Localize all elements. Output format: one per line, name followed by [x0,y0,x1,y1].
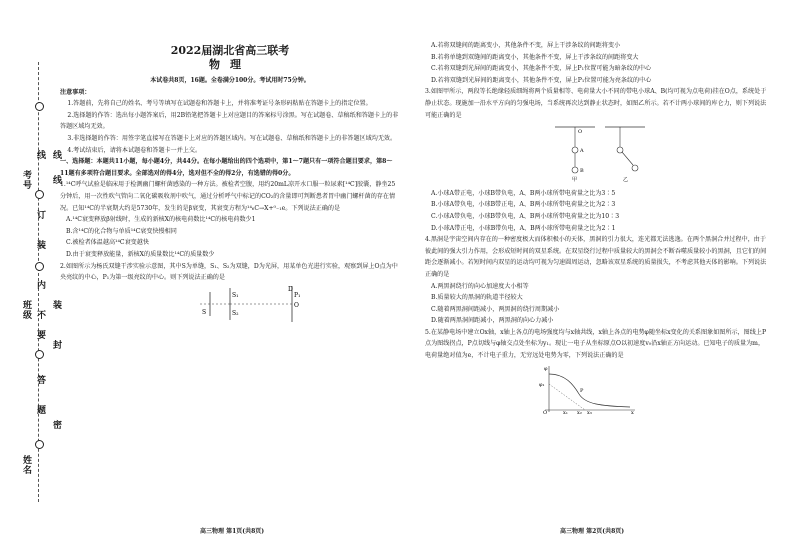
seal-char: 装 [35,240,45,249]
seal-char: 线 [51,150,61,159]
fig-label: x₂ [577,409,582,414]
hanging-balls-figure [425,121,770,183]
question-4-option: B.质量较大的黑洞的轨道半径较大 [431,294,523,302]
banji-label: 班级 [21,300,31,320]
question-2-option: A.若将双缝间的距离变小，其他条件不变，屏上干涉条纹的间距将变小 [431,42,621,49]
fig-label: 甲 [572,177,578,184]
fig-label: S [202,308,207,316]
question-1-option: B.含¹⁴C的化合物与单质¹⁴C衰变快慢相同 [66,227,177,235]
fig-label: φ₁ [539,381,545,388]
question-2-option: C.若将双缝到光屏间的距离变小，其他条件不变，屏上P₁位置可能为暗条纹的中心 [431,65,652,73]
question-4-option: D.随着两黑洞间距减小，两黑洞的向心力减小 [431,317,554,325]
binding-hole [35,350,44,359]
fig-label: S₂ [232,309,239,317]
binding-hole [35,190,44,199]
note-item: 4.考试结束后，请将本试题卷和答题卡一并上交。 [67,146,202,154]
question-5-stem: 5.在某静电场中建立Ox轴，x轴上各点的电场强度均与x轴共线，x轴上各点的电势φ随坐标x变化的关系图象如图所示，图线上P点为图线拐点，P点切线与φ轴交点处坐标为y₁。现让一电子从坐标原点O以初速度v₀沿x轴正方向运动。已知电子的质量为m，电荷量绝对值为e，不计电子重力，无穷远处电势为零，下列说法正确的是 [425,328,767,360]
fig-label: O [578,129,583,136]
exam-title: 2022届湖北省高三联考 [170,44,290,57]
question-1-stem: 1.¹⁴C呼气试验是临床用于检测幽门螺杆菌感染的一种方法。被检者空腹，用约20mL凉开水口服一粒尿素[¹⁴C]胶囊，静坐25分钟后，用一次性吹气管向二氧化碳吸收剂中吹气，通过分析呼气中标记的CO₂的含量即可判断患者胃中幽门螺杆菌的存在情况。已知¹⁴C的半衰期大约是5730年，发生的是β衰变，其衰变方程为¹⁴₆C→X+⁰₋₁e。下列说法正确的是 [60,181,396,212]
binding-hole [35,262,44,271]
question-3-option: A.小球A带正电，小球B带负电，A、B两小球所带电荷量之比为3∶5 [431,189,616,197]
exam-subject: 物理 [209,58,251,71]
potential-graph-figure [425,362,770,414]
question-1-option: D.由于衰变释放能量，新核X的质量数比¹⁴C的质量数少 [66,250,215,258]
fig-label: 乙 [623,177,629,184]
fig-label: O [543,409,548,414]
seal-char: 要 [35,330,45,339]
xingming-label: 姓名 [21,455,31,475]
seal-char: 答 [35,375,45,384]
question-3-stem: 3.如图甲所示，两段等长绝缘轻质细绳将两个质量相等、电荷量大小不同的带电小球A、B(均可视为点电荷)挂在O点，系统处于静止状态。现施加一沿水平方向的匀强电场，当系统再次达到静止状态时，如图乙所示。若不计两小球间的库仑力，则下列说法可能正确的是 [425,88,767,119]
question-4-stem: 4.黑洞是宇宙空间内存在的一种密度极大而体积极小的天体，黑洞的引力很大，连光都无法逃逸。在两个黑洞合并过程中，由于彼此间的强大引力作用，会形成短时间的双星系统。在双星绕行过程中质量较大的黑洞会不断吞噬质量较小的黑洞，且它们的间距会逐渐减小。若短时间内双星的运动均可视为匀速圆周运动，忽略该双星系统的质量损失，不考虑其他天体的影响。下列说法正确的是 [425,236,767,278]
question-4-option: C.随着两黑洞间距减小，两黑洞的绕行周期减小 [431,305,560,313]
fig-label: D [288,285,293,293]
fig-label: φ [544,365,548,372]
exam-intro: 本试卷共8页，16题。全卷满分100分。考试用时75分钟。 [150,77,310,84]
note-item: 1.答题前，先将自己的姓名、考号等填写在试题卷和答题卡上，并将准考证号条形码粘贴在答题卡上的指定位置。 [67,100,372,108]
seal-char: 线 [51,175,61,184]
fig-label: A [580,148,584,155]
fig-label: x [631,409,634,414]
seal-char: 订 [35,210,45,219]
fig-label: x₃ [587,409,592,414]
question-4-option: A.两黑洞绕行的向心加速度大小相等 [431,282,529,290]
seal-char: 装 [51,300,61,309]
question-3-option: C.小球A带负电，小球B带负电，A、B两小球所带电荷量之比为10∶3 [431,212,620,220]
note-item: 3.非选择题的作答：用签字笔直接写在答题卡上对应的答题区域内。写在试题卷、草稿纸和答题卡上的非答题区域均无效。 [67,134,397,142]
right-page [425,40,770,418]
fig-label: x₁ [563,409,568,414]
question-2-stem: 2.如图所示为杨氏双缝干涉实验示意图，其中S为单缝，S₁、S₂为双缝，D为光屏，用某单色光进行实验，观察到屏上O点为中央亮纹的中心，P₁为第一级亮纹的中心。则下列说法正确的是 [60,262,398,282]
fig-label: B [580,168,584,175]
fig-label: O [294,301,299,309]
fig-label: P₁ [294,291,301,299]
binding-hole [35,440,44,449]
question-3-option: D.小球A带正电，小球B带负电，A、B两小球所带电荷量之比为2∶1 [431,224,616,232]
notes-heading: 注意事项： [60,88,91,96]
question-1-option: A.¹⁴C衰变释放β射线时，生成的新核X的核电荷数比¹⁴C的核电荷数少1 [66,216,256,224]
binding-hole [35,102,44,111]
seal-char: 不 [35,310,45,319]
seal-char: 题 [35,405,45,414]
question-2-option: B.若将单缝到双缝间的距离变小，其他条件不变，屏上干涉条纹的间距将变大 [431,53,639,61]
seal-char: 线 [35,150,45,159]
double-slit-figure [60,284,400,326]
left-page [60,40,400,330]
question-3-option: B.小球A带负电，小球B带正电，A、B两小球所带电荷量之比为2∶3 [431,201,616,209]
seal-char: 内 [35,280,45,289]
kaohao-label: 考号 [21,170,31,190]
binding-margin [0,0,61,551]
note-item: 2.选择题的作答：选出每小题答案后，用2B铅笔把答题卡上对应题目的答案标号涂黑。写在试题卷、草稿纸和答题卡上的非答题区域均无效。 [60,111,399,131]
fig-label: S₁ [232,291,239,299]
seal-char: 密 [51,420,61,429]
question-2-option: D.若将双缝到光屏间的距离变小，其他条件不变，屏上P₁位置可能为亮条纹的中心 [431,76,652,84]
page-1-footer: 高三物理 第1页(共8页) [200,528,265,535]
page-2-footer: 高三物理 第2页(共8页) [560,528,625,535]
seal-char: 封 [51,340,61,349]
question-1-option: C.被检者体温越高¹⁴C衰变越快 [66,239,149,247]
fig-label: P [580,387,584,394]
section-heading: 一、选择题：本题共11小题，每小题4分，共44分。在每小题给出的四个选项中，第1～7题只有一项符合题目要求，第8～11题有多项符合题目要求。全部选对的得4分，选对但不全的得2分，有选错的得0分。 [60,158,393,177]
